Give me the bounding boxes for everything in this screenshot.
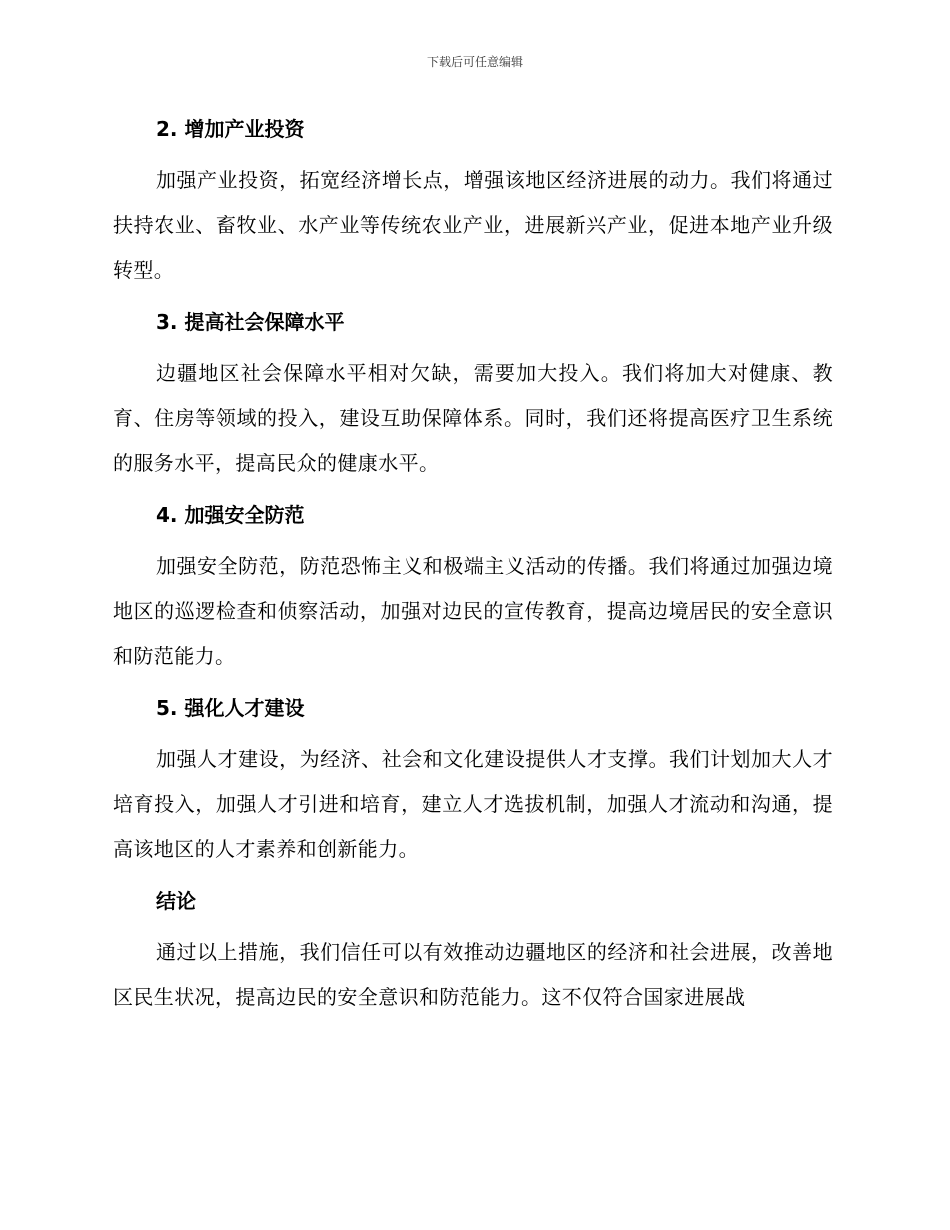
section-heading: 2. 增加产业投资 bbox=[156, 117, 305, 141]
section-paragraph: 加强安全防范，防范恐怖主义和极端主义活动的传播。我们将通过加强边境地区的巡逻检查和侦察活动，加强对边民的宣传教育，提高边境居民的安全意识和防范能力。 bbox=[113, 554, 833, 668]
header-note: 下载后可任意编辑 bbox=[426, 55, 523, 69]
section-paragraph: 加强人才建设，为经济、社会和文化建设提供人才支撑。我们计划加大人才培育投入，加强人才引进和培育，建立人才选拔机制，加强人才流动和沟通，提高该地区的人才素养和创新能力。 bbox=[113, 747, 833, 861]
section-talent-building bbox=[113, 691, 833, 872]
section-heading: 4. 加强安全防范 bbox=[156, 503, 305, 527]
section-heading: 5. 强化人才建设 bbox=[156, 696, 305, 720]
section-paragraph: 通过以上措施，我们信任可以有效推动边疆地区的经济和社会进展，改善地区民生状况，提高边民的安全意识和防范能力。这不仅符合国家进展战 bbox=[113, 940, 833, 1009]
section-conclusion bbox=[113, 884, 833, 1020]
section-social-security bbox=[113, 305, 833, 486]
section-industry-investment bbox=[113, 112, 833, 293]
section-paragraph: 加强产业投资，拓宽经济增长点，增强该地区经济进展的动力。我们将通过扶持农业、畜牧业、水产业等传统农业产业，进展新兴产业，促进本地产业升级转型。 bbox=[113, 168, 833, 282]
section-heading: 3. 提高社会保障水平 bbox=[156, 310, 345, 334]
section-paragraph: 边疆地区社会保障水平相对欠缺，需要加大投入。我们将加大对健康、教育、住房等领域的投入，建设互助保障体系。同时，我们还将提高医疗卫生系统的服务水平，提高民众的健康水平。 bbox=[113, 361, 833, 475]
section-security-prevention bbox=[113, 498, 833, 679]
document-body bbox=[113, 112, 833, 1032]
section-heading: 结论 bbox=[156, 889, 196, 913]
